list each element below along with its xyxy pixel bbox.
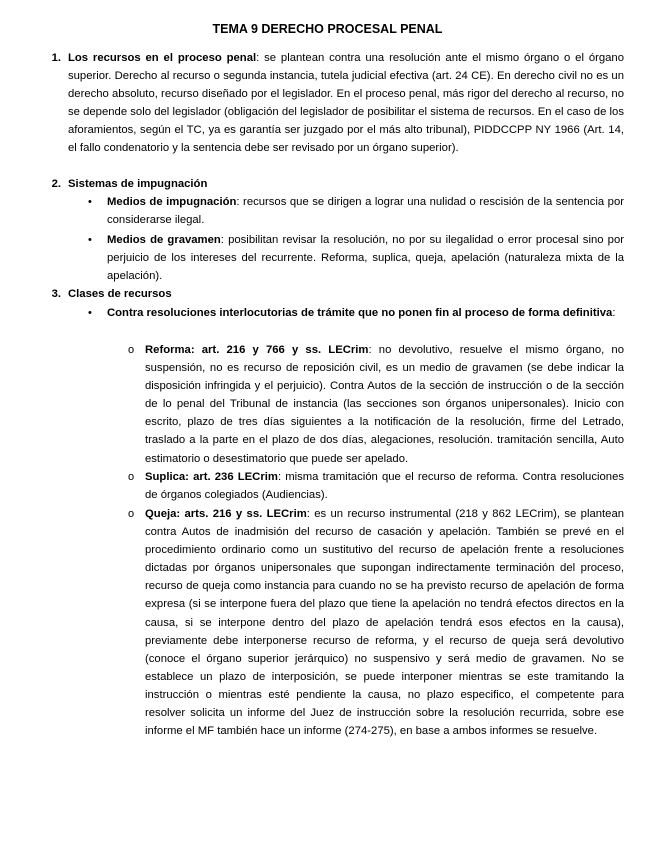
bullet-medios-gravamen: Medios de gravamen: posibilitan revisar la resolución, no por su ilegalidad o error procesal sino por perjuicio de los intereses del recurrente. Reforma, suplica, queja, apelación (naturaleza mixta de la apelación). — [107, 234, 625, 283]
subitem-reforma: Reforma: art. 216 y 766 y ss. LECrim: no devolutivo, resuelve el mismo órgano, no suspensión, no es recurso de reposición civil, es un medio de gravamen (se debe indicar la disposición infringida y el perjuicio). Contra Autos de la sección de instrucción o de la sección de lo penal del Tribunal de instancia (las secciones son órganos unipersonales). Inicio con escrito, plazo de tres días siguientes a la notificación de la resolución, firme del Letrado, traslado a la parte en el plazo de dos días, alegaciones, resolución. tramitación sencilla, Auto estimatorio o desestimatorio que puede ser apelado. — [145, 344, 624, 465]
bullet-icon: • — [88, 196, 92, 208]
bullet-resoluciones-interlocutorias: Contra resoluciones interlocutorias de trámite que no ponen fin al proceso de forma definitiva: — [107, 307, 616, 319]
section-1-number: 1. — [51, 52, 61, 64]
bullet-icon: • — [88, 234, 92, 246]
bullet-medios-impugnacion: Medios de impugnación: recursos que se dirigen a lograr una nulidad o rescisión de la sentencia por considerarse ilegal. — [107, 196, 624, 227]
section-2-number: 2. — [51, 178, 61, 190]
section-1-heading: Los recursos en el proceso penal — [68, 52, 257, 64]
section-3-number: 3. — [51, 288, 61, 300]
section-1-text: : se plantean contra una resolución ante el mismo órgano o el órgano superior. Derecho al recurso o segunda instancia, tutela judicial efectiva (art. 24 CE). En derecho civil no es un derecho absoluto, recurso diseñado por el legislador. En el proceso penal, más rigor del derecho al recurso, no se depende solo del legislador (obligación del legislador de posibilitar el sistema de recursos. En el caso de los aforamientos, según el TC, ya es garantía ser juzgado por el más alto tribunal), PIDDCCPP NY 1966 (Art. 14, el fallo condenatorio y la sentencia debe ser revisado por un órgano superior). — [68, 52, 624, 155]
bullet-icon: • — [88, 307, 92, 319]
subitem-suplica: Suplica: art. 236 LECrim: misma tramitación que el recurso de reforma. Contra resoluciones de órganos colegiados (Audiencias). — [145, 471, 624, 502]
section-2-heading: Sistemas de impugnación — [68, 178, 208, 190]
section-1-paragraph — [68, 49, 624, 158]
subitem-queja: Queja: arts. 216 y ss. LECrim: es un recurso instrumental (218 y 862 LECrim), se plantean contra Autos de inadmisión del recurso de casación y apelación. También se prevé en el procedimiento ordinario como un sustitutivo del recurso de apelación frente a resoluciones dictadas por órganos unipersonales que supongan indirectamente terminación del proceso, recurso de queja como instancia para cuando no se ha previsto recurso de apelación de forma expresa (si se interpone fuera del plazo que tiene la apelación no tendrá efectos directos en la causa, si se interpone dentro del plazo de apelación tendrá esos efectos en la causa), previamente debe interponerse recurso de reforma, y el recurso de queja será devolutivo (conoce el órgano superior jerárquico) no suspensivo y será medio de gravamen. No se establece un plazo de interposición, se puede interponer mientras se este tramitando la instrucción o mientras esté pendiente la causa, no plazo especifico, el competente para resolver solicita un informe del Juez de instrucción sobre la resolución recurrida, sobre ese informe el MF también hace un informe (274-275), en base a ambos informes se resuelve. — [145, 508, 625, 738]
section-3-heading: Clases de recursos — [68, 288, 172, 300]
sub-bullet-icon: o — [128, 344, 135, 356]
sub-bullet-icon: o — [128, 471, 135, 483]
page-title: TEMA 9 DERECHO PROCESAL PENAL — [212, 22, 443, 36]
sub-bullet-icon: o — [128, 508, 135, 520]
